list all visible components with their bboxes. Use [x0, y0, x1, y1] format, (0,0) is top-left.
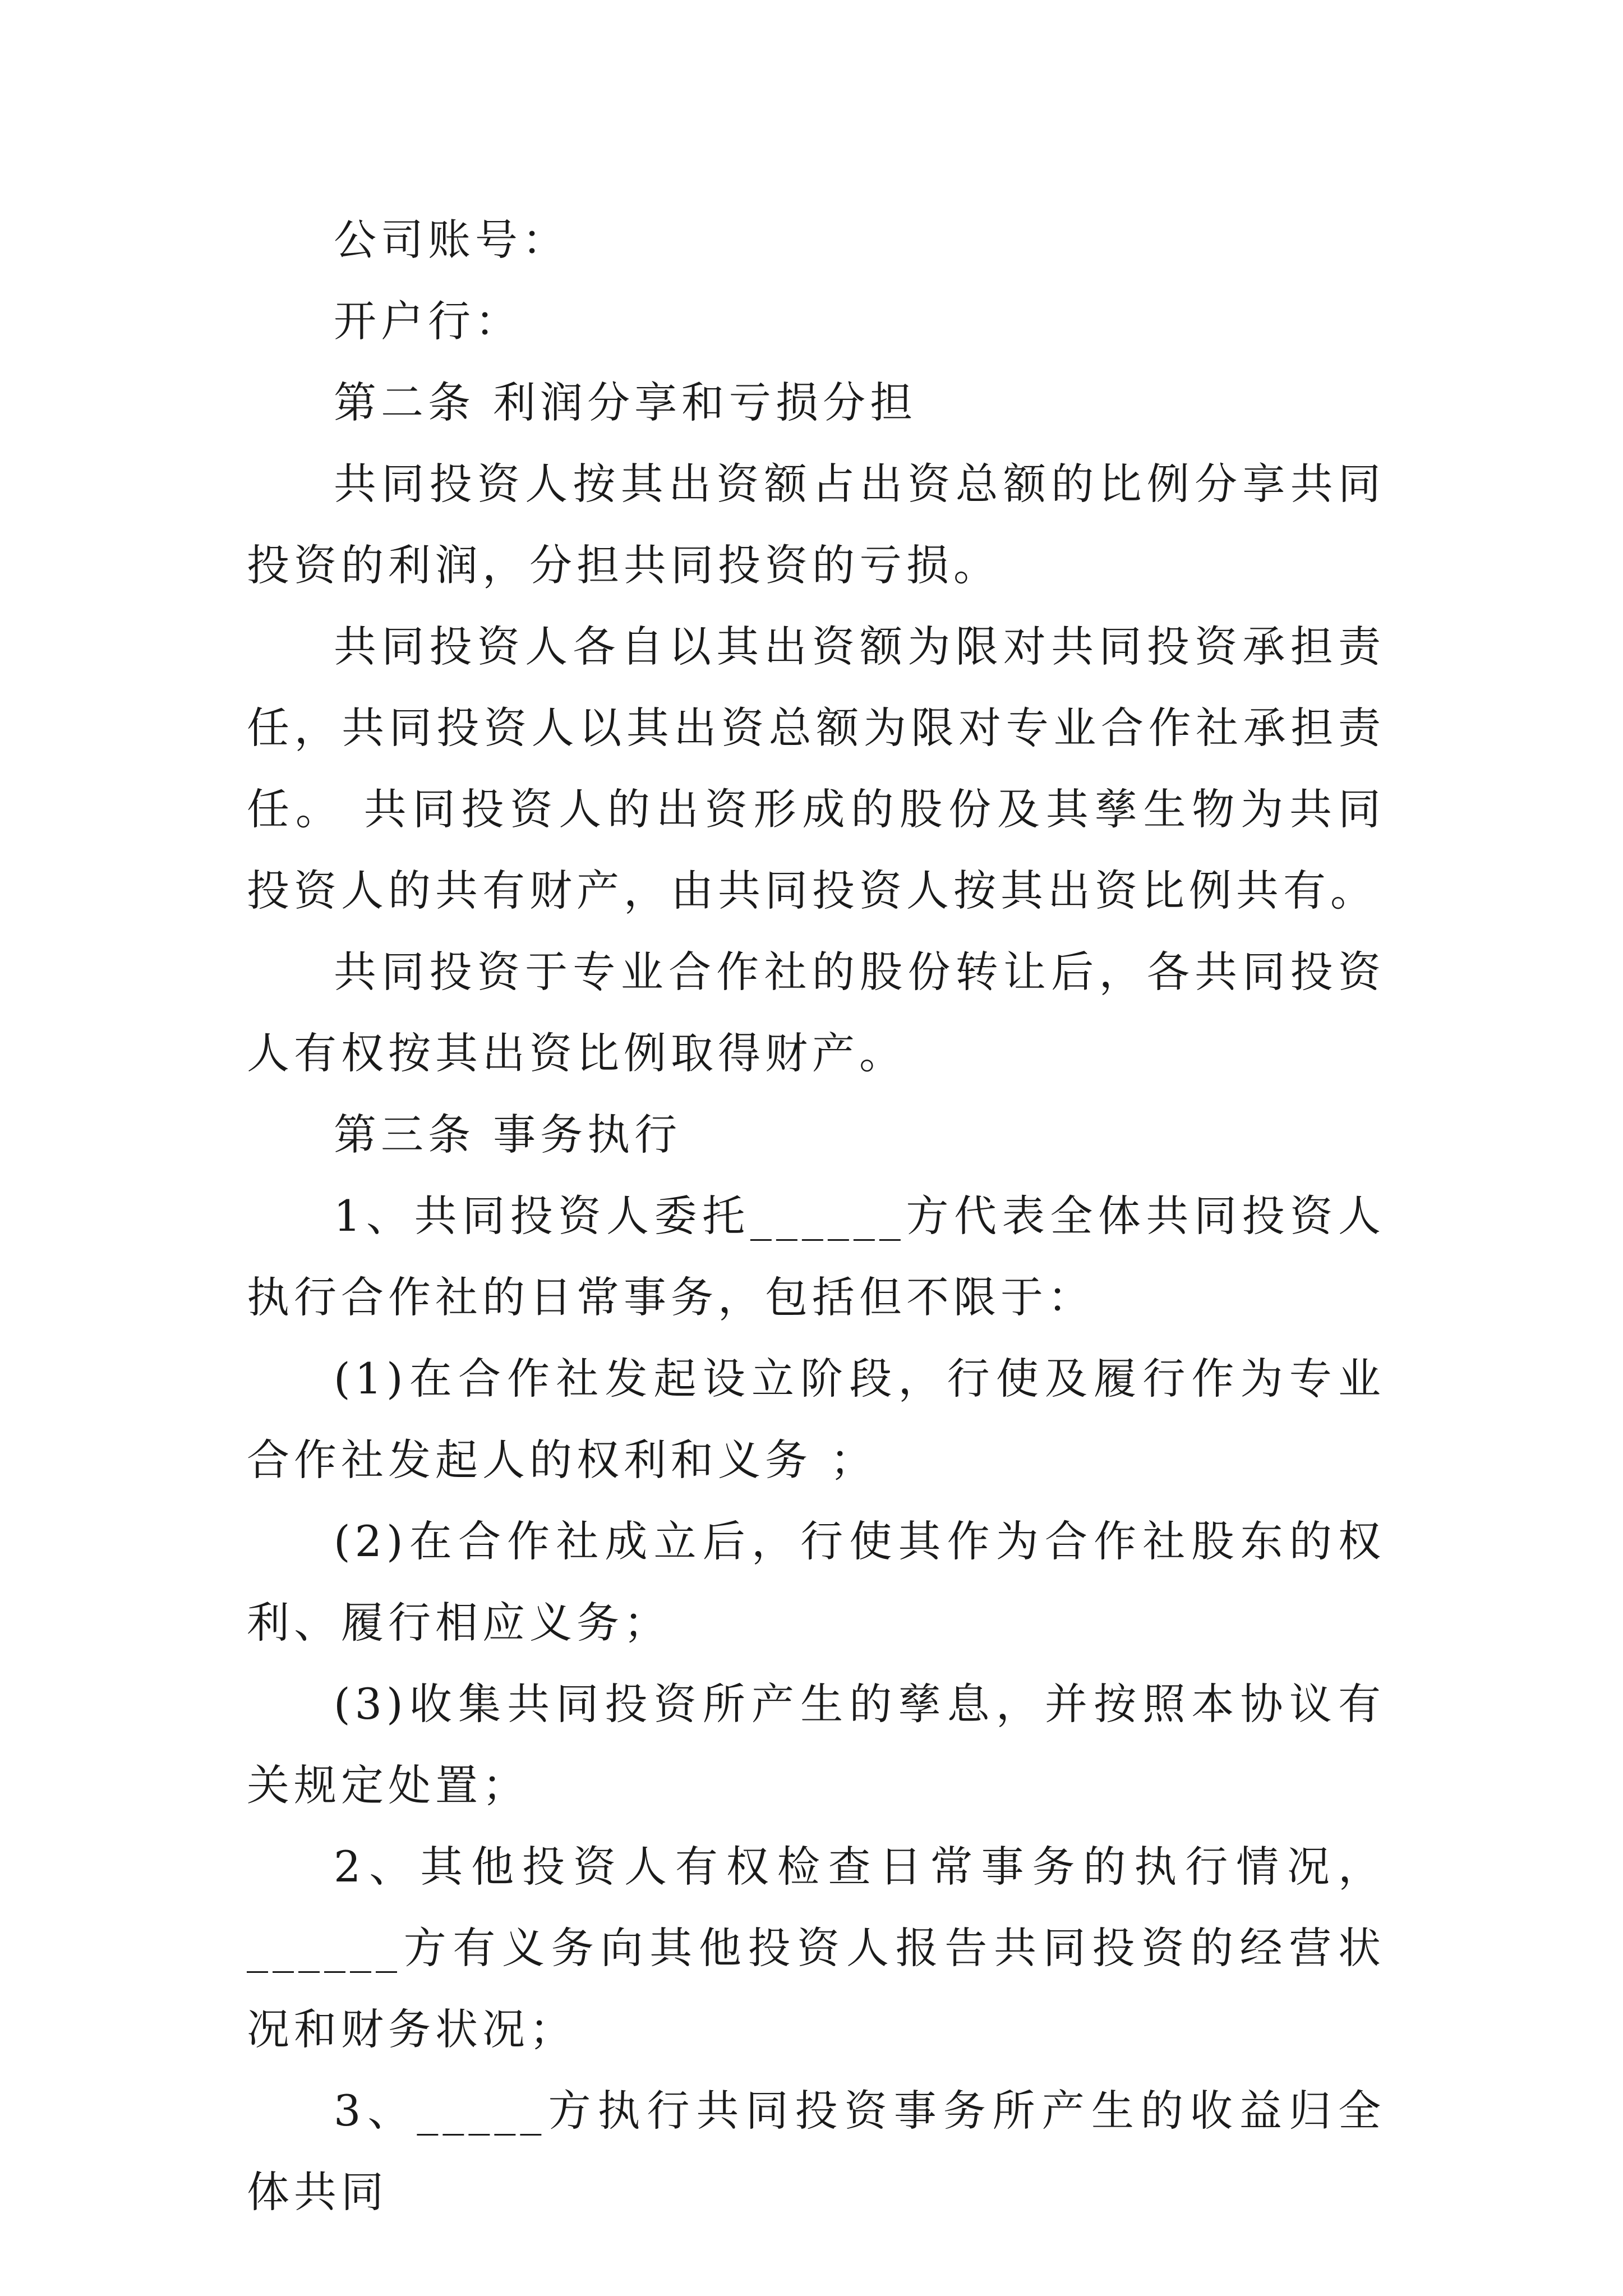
list-item: (1)在合作社发起设立阶段，行使及履行作为专业合作社发起人的权利和义务 ；	[247, 1354, 1385, 1485]
list-item: 2、其他投资人有权检查日常事务的执行情况，______方有义务向其他投资人报告共同投资的经营状况和财务状况；	[247, 1842, 1385, 2054]
opening-bank-line: 开户行：	[334, 296, 522, 346]
article-three-heading: 第三条 事务执行	[334, 1110, 682, 1159]
document-body	[247, 199, 1385, 2233]
list-item: (2)在合作社成立后，行使其作为合作社股东的权利、履行相应义务；	[247, 1516, 1385, 1648]
list-item: (3)收集共同投资所产生的孳息，并按照本协议有关规定处置；	[247, 1679, 1385, 1810]
article-two-heading: 第二条 利润分享和亏损分担	[334, 378, 917, 427]
list-item: 1、共同投资人委托______方代表全体共同投资人执行合作社的日常事务，包括但不限于：	[247, 1191, 1385, 1322]
paragraph: 共同投资人各自以其出资额为限对共同投资承担责任，共同投资人以其出资总额为限对专业合作社承担责任。 共同投资人的出资形成的股份及其孳生物为共同投资人的共有财产，由共同投资人按其出资比例共有。	[247, 622, 1385, 915]
company-account-line: 公司账号：	[334, 215, 569, 265]
list-item: 3、_____方执行共同投资事务所产生的收益归全体共同	[247, 2086, 1385, 2217]
paragraph: 共同投资于专业合作社的股份转让后，各共同投资人有权按其出资比例取得财产。	[247, 947, 1385, 1078]
paragraph: 共同投资人按其出资额占出资总额的比例分享共同投资的利润，分担共同投资的亏损。	[247, 459, 1385, 590]
